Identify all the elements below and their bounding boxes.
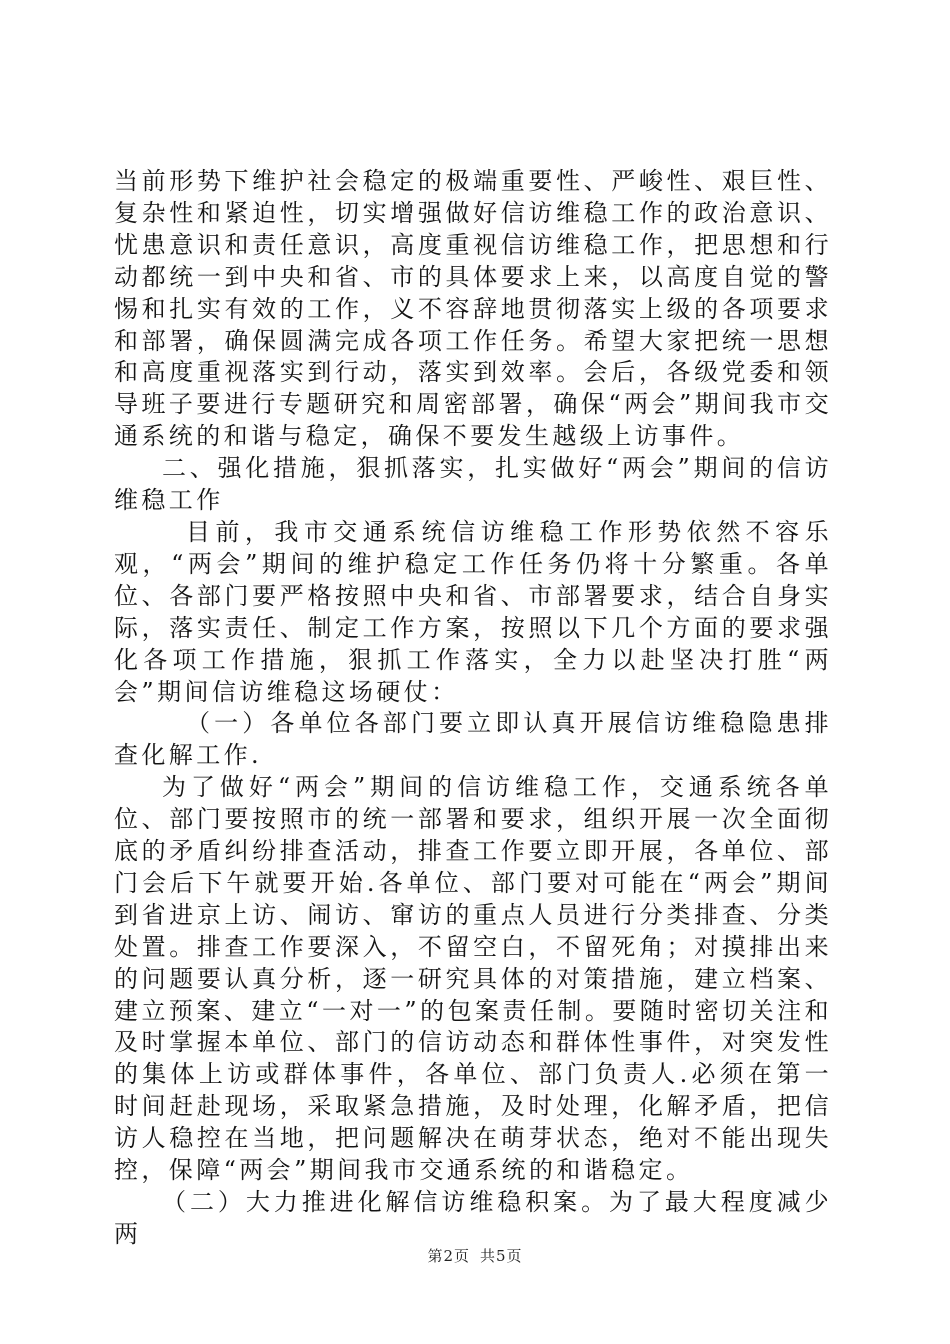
paragraph-continuation: 当前形势下维护社会稳定的极端重要性、严峻性、艰巨性、复杂性和紧迫性，切实增强做好信访维稳工作的政治意识、忧患意识和责任意识，高度重视信访维稳工作，把思想和行动都统一到中央和省、市的具体要求上来，以高度自觉的警惕和扎实有效的工作，义不容辞地贯彻落实上级的各项要求和部署，确保圆满完成各项工作任务。希望大家把统一思想和高度重视落实到行动，落实到效率。会后，各级党委和领导班子要进行专题研究和周密部署，确保“两会”期间我市交通系统的和谐与稳定，确保不要发生越级上访事件。 xyxy=(114,167,832,451)
section-heading-two: 二、强化措施，狠抓落实，扎实做好“两会”期间的信访维稳工作 xyxy=(114,454,832,515)
paragraph-situation: 目前，我市交通系统信访维稳工作形势依然不容乐观，“两会”期间的维护稳定工作任务仍将十分繁重。各单位、各部门要严格按照中央和省、市部署要求，结合自身实际，落实责任、制定工作方案，按照以下几个方面的要求强化各项工作措施，狠抓工作落实，全力以赴坚决打胜“两会”期间信访维稳这场硬仗： xyxy=(114,517,832,706)
page-footer xyxy=(0,1245,950,1266)
total-pages: 共5页 xyxy=(480,1247,523,1265)
subheading-one: （一）各单位各部门要立即认真开展信访维稳隐患排查化解工作. xyxy=(114,709,832,770)
subheading-two: （二）大力推进化解信访维稳积案。为了最大程度减少两 xyxy=(114,1188,832,1248)
page-number: 第2页 xyxy=(427,1247,470,1265)
paragraph-investigation: 为了做好“两会”期间的信访维稳工作，交通系统各单位、部门要按照市的统一部署和要求，组织开展一次全面彻底的矛盾纠纷排查活动，排查工作要立即开展，各单位、部门会后下午就要开始.各单位、部门要对可能在“两会”期间到省进京上访、闹访、窜访的重点人员进行分类排查、分类处置。排查工作要深入，不留空白，不留死角；对摸排出来的问题要认真分析，逐一研究具体的对策措施，建立档案、建立预案、建立“一对一”的包案责任制。要随时密切关注和及时掌握本单位、部门的信访动态和群体性事件，对突发性的集体上访或群体事件，各单位、部门负责人.必须在第一时间赶赴现场，采取紧急措施，及时处理，化解矛盾，把信访人稳控在当地，把问题解决在萌芽状态，绝对不能出现失控，保障“两会”期间我市交通系统的和谐稳定。 xyxy=(114,773,832,1185)
document-body xyxy=(114,166,832,1251)
